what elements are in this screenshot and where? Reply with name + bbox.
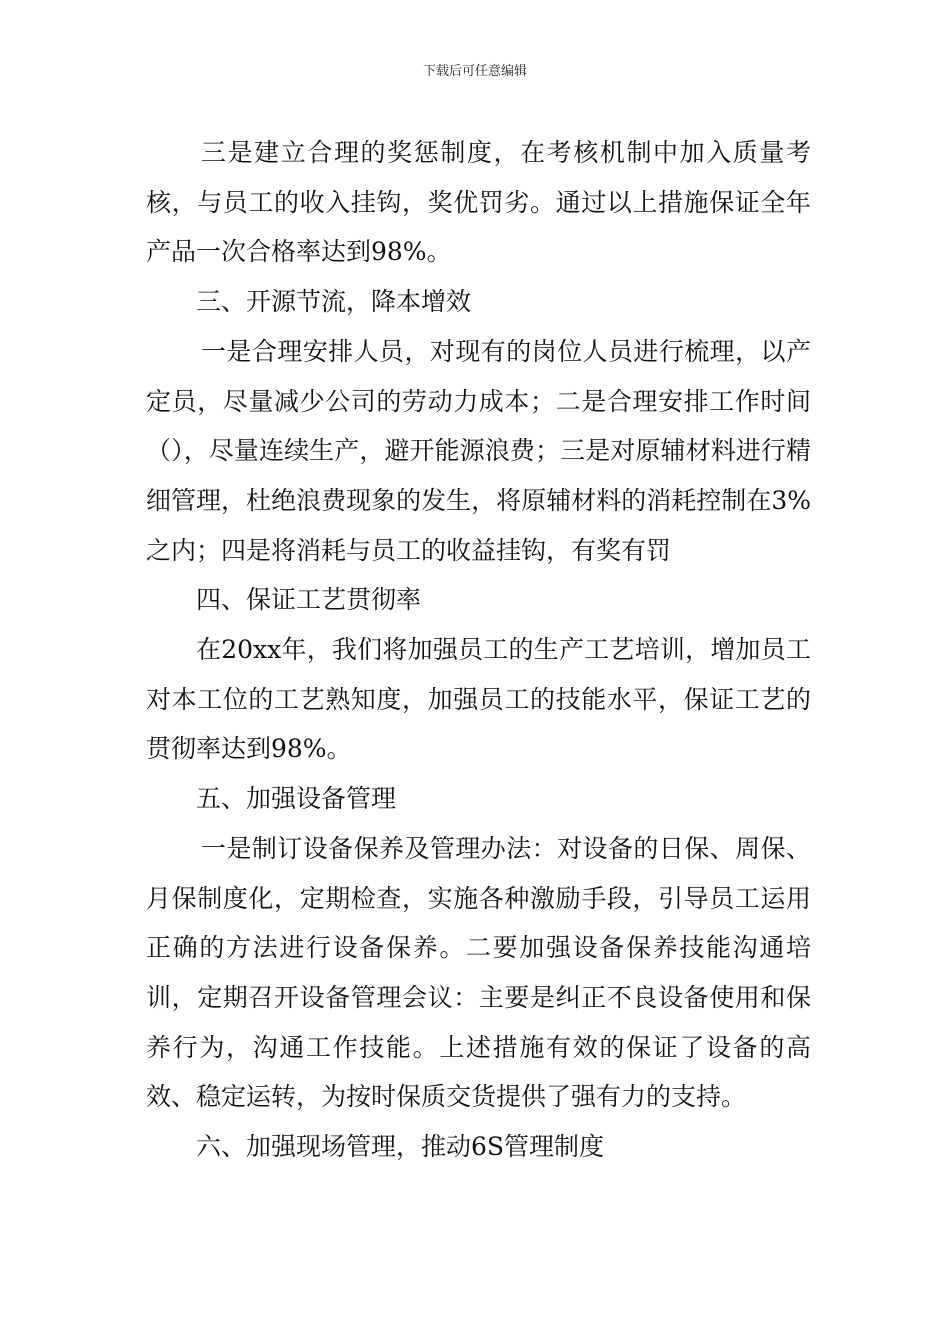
section-heading-process-compliance: 四、保证工艺贯彻率 xyxy=(196,585,422,615)
paragraph-equipment-management: 一是制订设备保养及管理办法：对设备的日保、周保、月保制度化，定期检查，实施各种激励手段，引导员工运用正确的方法进行设备保养。二要加强设备保养技能沟通培训，定期召开设备管理会议：主要是纠正不良设备使用和保养行为，沟通工作技能。上述措施有效的保证了设备的高效、稳定运转，为按时保质交货提供了强有力的支持。 xyxy=(146,833,811,1112)
paragraph-cost-reduction: 一是合理安排人员，对现有的岗位人员进行梳理，以产定员，尽量减少公司的劳动力成本；二是合理安排工作时间（），尽量连续生产，避开能源浪费；三是对原辅材料进行精细管理，杜绝浪费现象的发生，将原辅材料的消耗控制在3%之内；四是将消耗与员工的收益挂钩，有奖有罚 xyxy=(146,336,811,565)
section-heading-site-management: 六、加强现场管理，推动6S管理制度 xyxy=(196,1132,605,1162)
page-header-note: 下载后可任意编辑 xyxy=(422,64,527,79)
document-body xyxy=(146,128,811,1172)
section-heading-equipment-management: 五、加强设备管理 xyxy=(196,784,397,814)
paragraph-process-compliance: 在20xx年，我们将加强员工的生产工艺培训，增加员工对本工位的工艺熟知度，加强员工的技能水平，保证工艺的贯彻率达到98%。 xyxy=(146,635,811,764)
paragraph-quality-incentives: 三是建立合理的奖惩制度，在考核机制中加入质量考核，与员工的收入挂钩，奖优罚劣。通过以上措施保证全年产品一次合格率达到98%。 xyxy=(146,138,811,267)
section-heading-cost-reduction: 三、开源节流，降本增效 xyxy=(196,287,472,317)
